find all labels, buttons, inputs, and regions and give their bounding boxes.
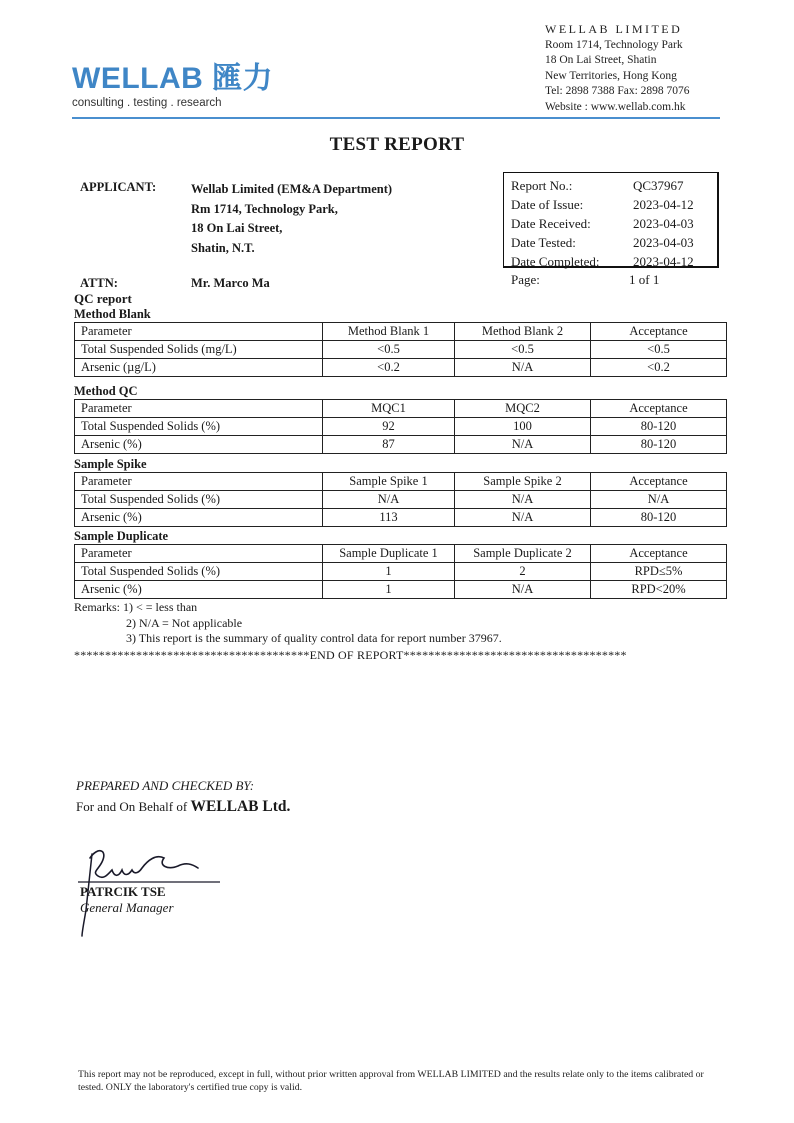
header-divider	[72, 117, 720, 119]
method-blank-table	[74, 322, 727, 377]
footer-disclaimer: This report may not be reproduced, except in full, without prior written approval from WELLAB LIMITED and the results relate only to the items calibrated or tested. ONLY the laboratory's certified true copy is valid.	[78, 1069, 704, 1093]
info-label: Date Tested:	[511, 235, 576, 250]
behalf-prefix: For and On Behalf of	[76, 799, 191, 814]
table-cell: N/A	[455, 436, 591, 454]
company-name: WELLAB LIMITED	[545, 22, 683, 36]
applicant-line: Wellab Limited (EM&A Department)	[191, 182, 393, 196]
table-cell: N/A	[455, 359, 591, 377]
end-of-report-line: **************************************END OF REPORT************************************	[74, 648, 627, 662]
table-cell: Total Suspended Solids (%)	[75, 418, 323, 436]
on-behalf-line	[76, 798, 290, 816]
report-info-row	[511, 176, 711, 195]
table-cell: N/A	[455, 491, 591, 509]
address-line: 18 On Lai Street, Shatin	[545, 54, 657, 66]
table-cell: 2	[455, 563, 591, 581]
remarks-block	[74, 600, 502, 647]
report-info-row	[511, 195, 711, 214]
table-cell: Arsenic (µg/L)	[75, 359, 323, 377]
info-label: Report No.:	[511, 178, 573, 193]
table-cell: N/A	[591, 491, 727, 509]
header-cell: MQC1	[323, 400, 455, 418]
table-cell: <0.2	[591, 359, 727, 377]
method-qc-table	[74, 399, 727, 454]
table-cell: 87	[323, 436, 455, 454]
header-cell: Parameter	[75, 400, 323, 418]
header-cell: Method Blank 1	[323, 323, 455, 341]
sample-duplicate-table	[74, 544, 727, 599]
info-value: 2023-04-12	[633, 254, 694, 269]
section-title: Sample Duplicate	[74, 529, 169, 543]
table-cell: <0.5	[323, 341, 455, 359]
table-cell: 100	[455, 418, 591, 436]
header-cell: MQC2	[455, 400, 591, 418]
applicant-label: APPLICANT:	[80, 180, 157, 194]
header-cell: Sample Duplicate 1	[323, 545, 455, 563]
prepared-by-label: PREPARED AND CHECKED BY:	[76, 778, 255, 793]
qc-report-label: QC report	[74, 291, 132, 306]
report-info-box	[503, 172, 719, 268]
header-cell: Sample Spike 2	[455, 473, 591, 491]
logo-tagline: consulting . testing . research	[72, 97, 222, 109]
section-title: Method Blank	[74, 307, 151, 321]
info-label: Date Received:	[511, 216, 591, 231]
attn-value: Mr. Marco Ma	[191, 276, 270, 290]
table-header-row	[75, 545, 727, 563]
info-value: 2023-04-03	[633, 235, 694, 250]
header-cell: Parameter	[75, 473, 323, 491]
info-label: Date of Issue:	[511, 197, 584, 212]
method-qc-section	[74, 384, 726, 454]
table-cell: Arsenic (%)	[75, 509, 323, 527]
page-value: 1 of 1	[629, 272, 660, 287]
remark-line: 3) This report is the summary of quality control data for report number 37967.	[126, 631, 502, 645]
table-cell: 80-120	[591, 436, 727, 454]
table-row	[75, 581, 727, 599]
table-cell: Total Suspended Solids (%)	[75, 491, 323, 509]
table-cell: <0.2	[323, 359, 455, 377]
header-cell: Parameter	[75, 323, 323, 341]
table-cell: 1	[323, 563, 455, 581]
website-line: Website : www.wellab.com.hk	[545, 100, 686, 113]
table-cell: N/A	[455, 509, 591, 527]
table-cell: <0.5	[455, 341, 591, 359]
table-cell: Total Suspended Solids (mg/L)	[75, 341, 323, 359]
logo-wordmark: WELLAB 匯力	[72, 62, 274, 95]
table-header-row	[75, 400, 727, 418]
info-value: 2023-04-12	[633, 197, 694, 212]
behalf-company: WELLAB Ltd.	[190, 798, 291, 815]
applicant-address	[191, 180, 392, 258]
address-line: New Territories, Hong Kong	[545, 69, 677, 82]
table-cell: N/A	[323, 491, 455, 509]
sample-duplicate-section	[74, 529, 726, 599]
table-cell: RPD≤5%	[591, 563, 727, 581]
table-row	[75, 436, 727, 454]
attn-label: ATTN:	[80, 276, 118, 290]
table-header-row	[75, 473, 727, 491]
section-title: Method QC	[74, 384, 138, 398]
table-row	[75, 563, 727, 581]
page-number-row	[511, 272, 707, 288]
table-row	[75, 509, 727, 527]
info-label: Date Completed:	[511, 254, 600, 269]
header-cell: Parameter	[75, 545, 323, 563]
remark-line: Remarks: 1) < = less than	[74, 600, 198, 614]
header-cell: Acceptance	[591, 323, 727, 341]
table-header-row	[75, 323, 727, 341]
sample-spike-table	[74, 472, 727, 527]
table-row	[75, 359, 727, 377]
applicant-line: Rm 1714, Technology Park,	[191, 201, 338, 216]
header-cell: Sample Duplicate 2	[455, 545, 591, 563]
table-row	[75, 491, 727, 509]
contact-line: Tel: 2898 7388 Fax: 2898 7076	[545, 85, 690, 97]
table-cell: 80-120	[591, 418, 727, 436]
header-cell: Acceptance	[591, 473, 727, 491]
header-cell: Sample Spike 1	[323, 473, 455, 491]
table-cell: N/A	[455, 581, 591, 599]
sample-spike-section	[74, 457, 726, 527]
company-address-block	[545, 22, 690, 115]
header-cell: Acceptance	[591, 400, 727, 418]
table-cell: Arsenic (%)	[75, 581, 323, 599]
table-cell: <0.5	[591, 341, 727, 359]
table-cell: 92	[323, 418, 455, 436]
report-info-row	[511, 214, 711, 233]
table-cell: 80-120	[591, 509, 727, 527]
table-cell: 113	[323, 509, 455, 527]
applicant-line: 18 On Lai Street,	[191, 221, 283, 235]
signer-name: PATRCIK TSE	[80, 884, 166, 899]
table-row	[75, 341, 727, 359]
info-value: 2023-04-03	[633, 216, 694, 231]
address-line: Room 1714, Technology Park	[545, 38, 683, 51]
table-cell: Total Suspended Solids (%)	[75, 563, 323, 581]
section-title: Sample Spike	[74, 457, 147, 471]
header-cell: Method Blank 2	[455, 323, 591, 341]
method-blank-section	[74, 307, 726, 377]
company-logo	[72, 64, 273, 109]
table-row	[75, 418, 727, 436]
table-cell: Arsenic (%)	[75, 436, 323, 454]
header-cell: Acceptance	[591, 545, 727, 563]
page-title: TEST REPORT	[329, 134, 465, 155]
page-label: Page:	[511, 272, 540, 287]
table-cell: RPD<20%	[591, 581, 727, 599]
applicant-line: Shatin, N.T.	[191, 240, 255, 255]
table-cell: 1	[323, 581, 455, 599]
report-info-row	[511, 233, 711, 252]
info-value: QC37967	[633, 178, 684, 193]
remark-line: 2) N/A = Not applicable	[126, 615, 243, 630]
report-info-row	[511, 252, 711, 271]
signer-title: General Manager	[80, 900, 174, 915]
